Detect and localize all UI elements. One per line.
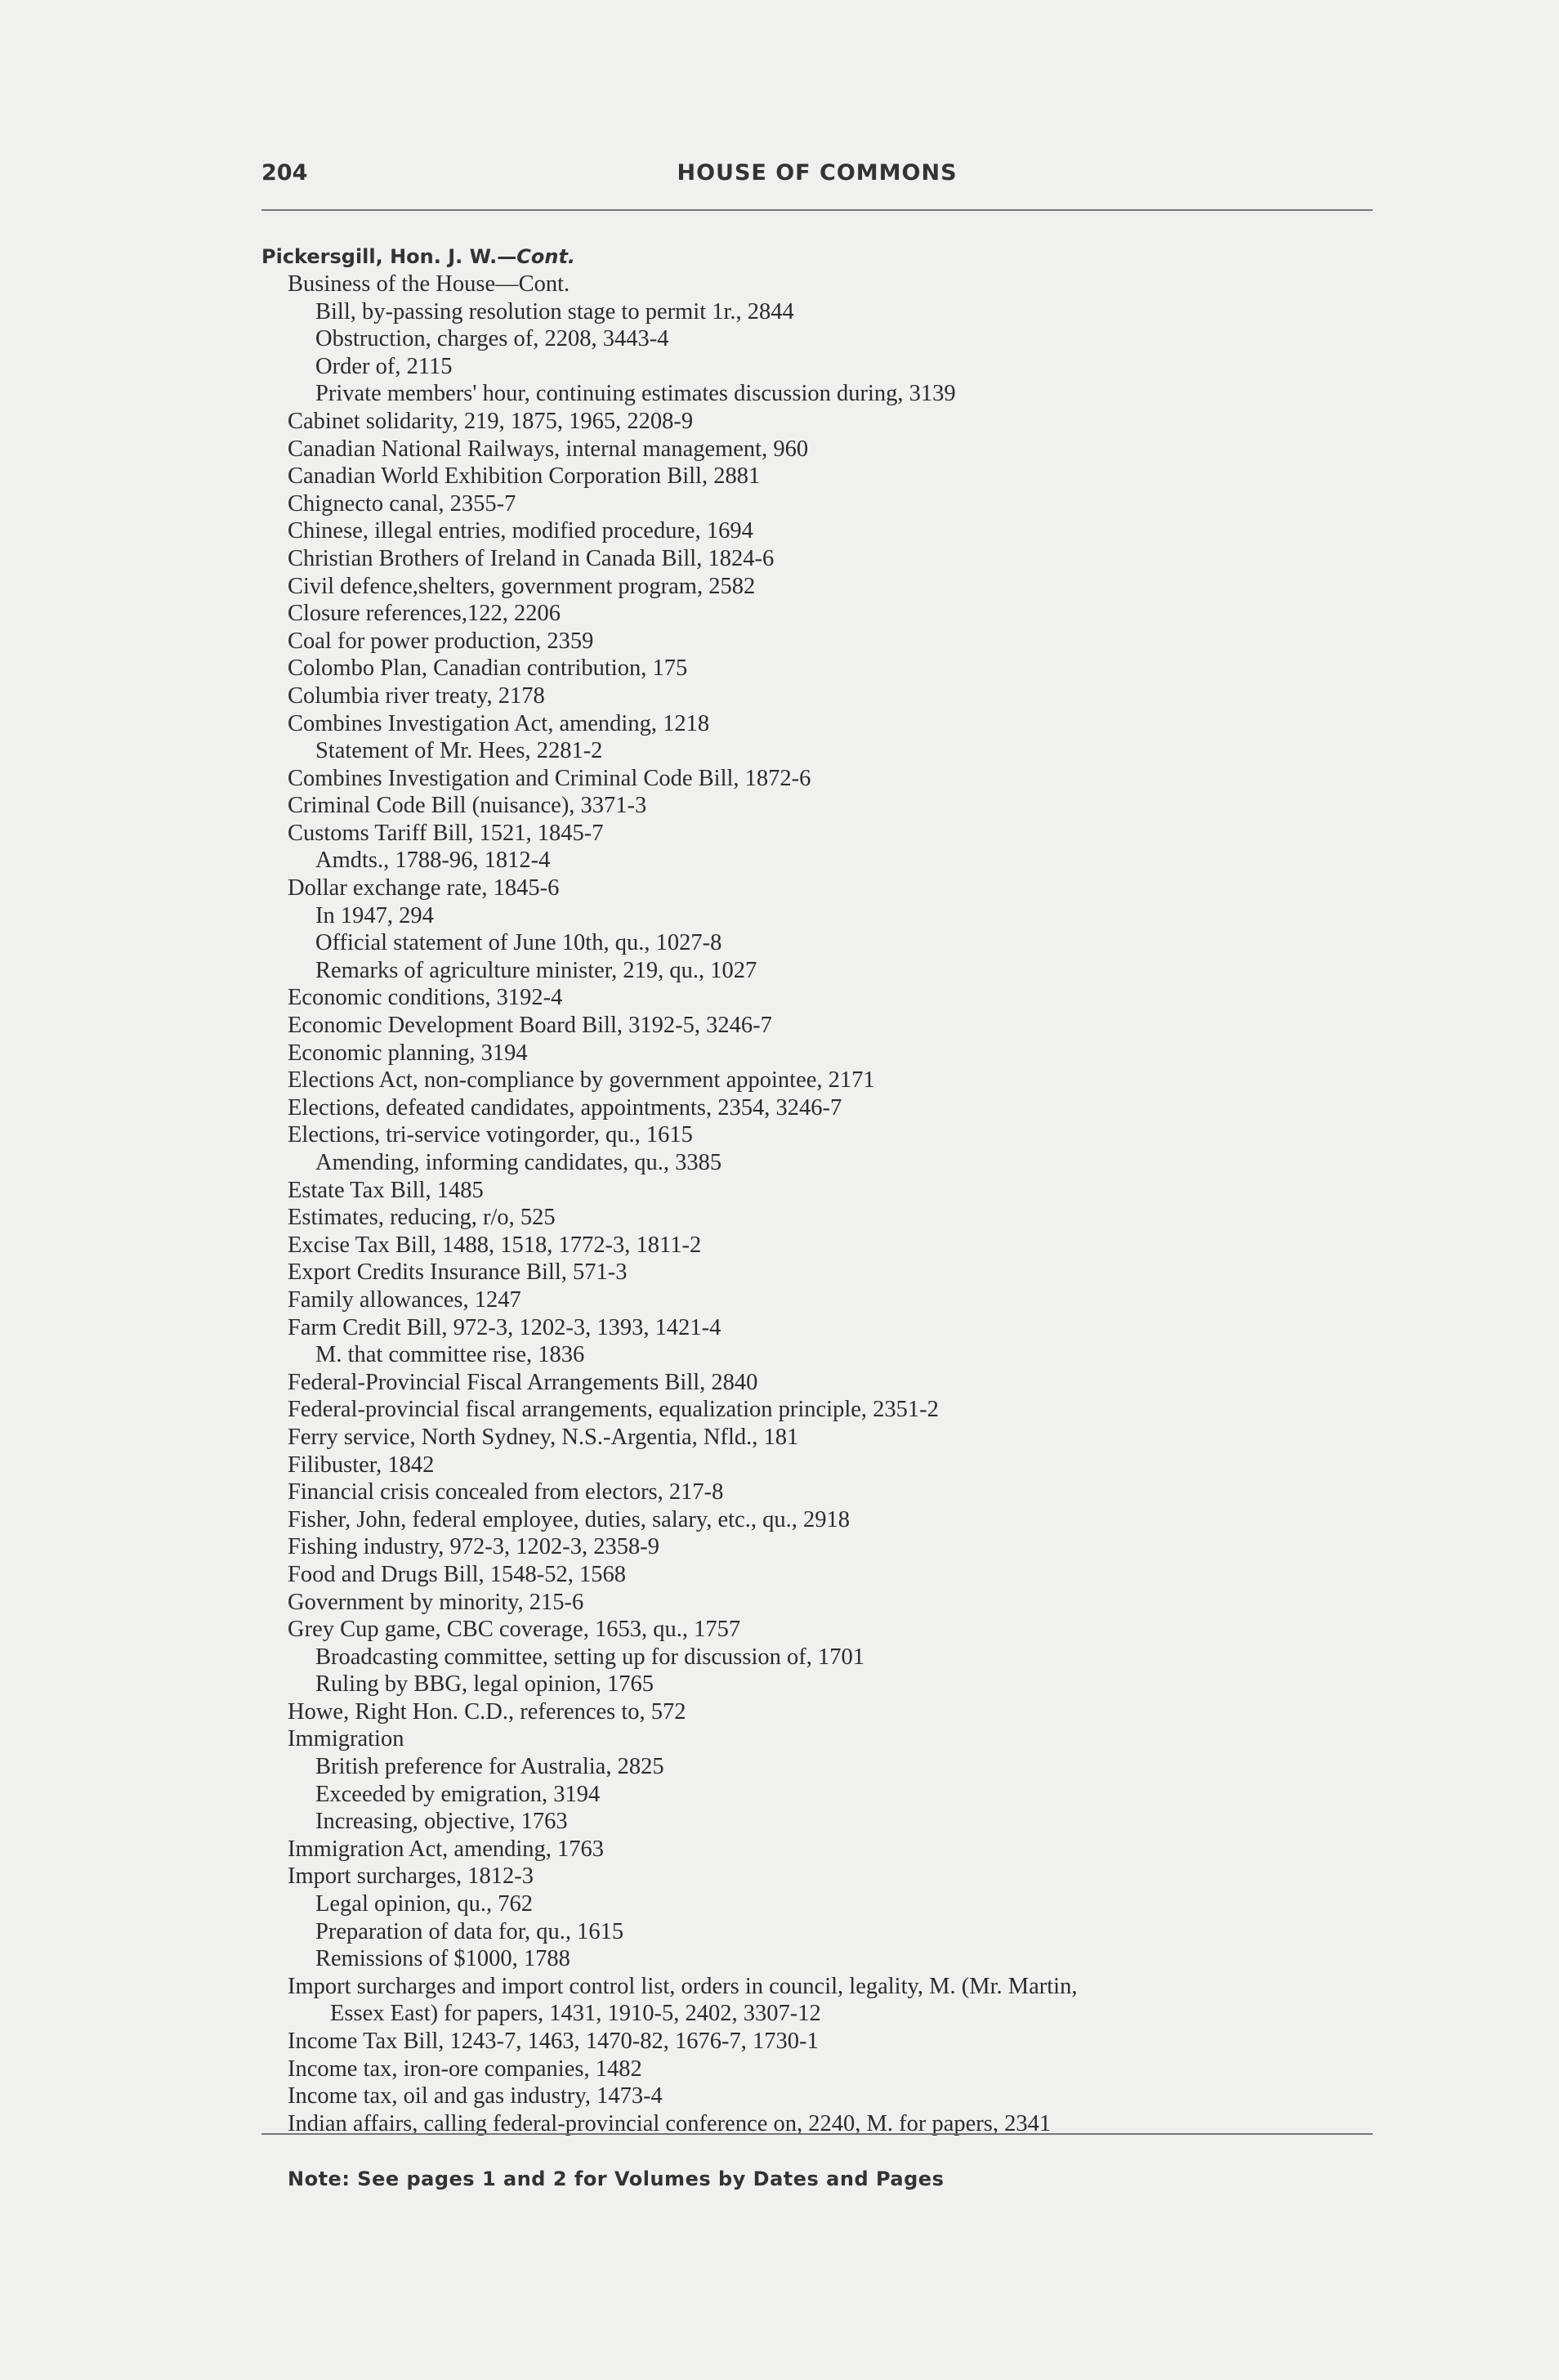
index-entry bbox=[261, 1369, 1381, 1397]
index-entry bbox=[261, 1067, 1381, 1094]
index-entry bbox=[261, 765, 1381, 793]
index-entry bbox=[261, 517, 1381, 545]
index-subentry bbox=[261, 1341, 1381, 1369]
index-entry bbox=[261, 1725, 1381, 1753]
entry-text: Christian Brothers of Ireland in Canada Bill, 1824-6 bbox=[288, 545, 775, 571]
entry-text: Obstruction, charges of, 2208, 3443-4 bbox=[315, 326, 669, 352]
entry-text: Combines Investigation Act, amending, 1218 bbox=[288, 710, 710, 736]
entry-text: Customs Tariff Bill, 1521, 1845-7 bbox=[288, 820, 604, 846]
page-number: 204 bbox=[261, 160, 308, 186]
entry-text: Canadian World Exhibition Corporation Bill, 2881 bbox=[288, 463, 761, 490]
index-entry bbox=[261, 1259, 1381, 1286]
index-entry bbox=[261, 628, 1381, 655]
index-entry bbox=[261, 545, 1381, 573]
index-entry bbox=[261, 710, 1381, 738]
index-entry bbox=[261, 2056, 1381, 2083]
index-entry bbox=[261, 682, 1381, 710]
index-subentry bbox=[261, 957, 1381, 985]
index-subentry bbox=[261, 298, 1381, 326]
entry-text: Indian affairs, calling federal-provincial conference on, 2240, M. for papers, 2341 bbox=[288, 2110, 1052, 2136]
entry-text: Increasing, objective, 1763 bbox=[315, 1809, 568, 1835]
footer-note: Note: See pages 1 and 2 for Volumes by Dates and Pages bbox=[288, 2168, 945, 2190]
index-entry bbox=[261, 436, 1381, 463]
entry-text: Immigration Act, amending, 1763 bbox=[288, 1836, 605, 1862]
entry-text: Elections, defeated candidates, appointments, 2354, 3246-7 bbox=[288, 1094, 842, 1121]
entry-text: Economic Development Board Bill, 3192-5, 3246-7 bbox=[288, 1013, 772, 1039]
entry-text: Federal-Provincial Fiscal Arrangements Bill, 2840 bbox=[288, 1369, 758, 1395]
index-entry bbox=[261, 1232, 1381, 1259]
entry-text: Legal opinion, qu., 762 bbox=[315, 1891, 533, 1917]
entry-text: Family allowances, 1247 bbox=[288, 1286, 521, 1313]
entry-text: Amdts., 1788-96, 1812-4 bbox=[315, 848, 551, 874]
entry-text: Chinese, illegal entries, modified procedure, 1694 bbox=[288, 518, 753, 544]
index-entry bbox=[261, 1177, 1381, 1205]
entry-text: Immigration bbox=[288, 1726, 404, 1752]
index-entry bbox=[261, 2028, 1381, 2056]
entry-text: Ruling by BBG, legal opinion, 1765 bbox=[315, 1671, 654, 1698]
index-entry bbox=[261, 1561, 1381, 1589]
index-subentry bbox=[261, 1753, 1381, 1781]
entry-text: Elections, tri-service votingorder, qu., 1615 bbox=[288, 1122, 693, 1148]
entry-text: Fishing industry, 972-3, 1202-3, 2358-9 bbox=[288, 1534, 659, 1560]
entry-text: Closure references,122, 2206 bbox=[288, 601, 561, 627]
entry-text: Bill, by-passing resolution stage to permit 1r., 2844 bbox=[315, 298, 794, 324]
entry-text: Ferry service, North Sydney, N.S.-Argentia, Nfld., 181 bbox=[288, 1424, 799, 1450]
index-entry bbox=[261, 1204, 1381, 1232]
entry-text: Dollar exchange rate, 1845-6 bbox=[288, 875, 560, 901]
index-subentry bbox=[261, 1945, 1381, 1973]
index-entry bbox=[261, 1396, 1381, 1424]
index-entry bbox=[261, 1616, 1381, 1644]
index-entry bbox=[261, 1424, 1381, 1452]
index-entry bbox=[261, 271, 1381, 298]
entry-text: British preference for Australia, 2825 bbox=[315, 1754, 664, 1780]
index-subentry bbox=[261, 325, 1381, 353]
heading-name: Pickersgill, Hon. J. W.— bbox=[261, 245, 517, 268]
index-subentry bbox=[261, 1671, 1381, 1698]
entry-text: Broadcasting committee, setting up for discussion of, 1701 bbox=[315, 1644, 865, 1670]
index-entry bbox=[261, 1094, 1381, 1122]
entry-text: Combines Investigation and Criminal Code Bill, 1872-6 bbox=[288, 765, 811, 791]
index-subentry bbox=[261, 1808, 1381, 1836]
index-entry bbox=[261, 463, 1381, 490]
index-entry bbox=[261, 1040, 1381, 1067]
index-entry bbox=[261, 875, 1381, 902]
index-entry bbox=[261, 1533, 1381, 1561]
index-entry bbox=[261, 1698, 1381, 1726]
entry-text: Official statement of June 10th, qu., 1027-8 bbox=[315, 930, 722, 956]
entry-text: Estimates, reducing, r/o, 525 bbox=[288, 1205, 556, 1231]
entry-text: Order of, 2115 bbox=[315, 353, 453, 379]
index-subentry bbox=[261, 737, 1381, 765]
index-heading bbox=[261, 243, 1381, 271]
index-entry bbox=[261, 1452, 1381, 1479]
header-rule bbox=[261, 209, 1373, 211]
index-entry bbox=[261, 820, 1381, 848]
entry-text: In 1947, 294 bbox=[315, 902, 434, 928]
entry-text: Chignecto canal, 2355-7 bbox=[288, 490, 516, 517]
entry-text: Exceeded by emigration, 3194 bbox=[315, 1781, 601, 1807]
entry-text: Filibuster, 1842 bbox=[288, 1452, 435, 1478]
index-entries bbox=[261, 243, 1381, 2137]
entry-text: Federal-provincial fiscal arrangements, equalization principle, 2351-2 bbox=[288, 1397, 939, 1423]
entry-text: Economic planning, 3194 bbox=[288, 1040, 528, 1066]
entry-text: Financial crisis concealed from electors, 217-8 bbox=[288, 1479, 724, 1505]
index-entry bbox=[261, 1121, 1381, 1149]
index-subentry bbox=[261, 380, 1381, 408]
entry-text: Criminal Code Bill (nuisance), 3371-3 bbox=[288, 793, 647, 819]
entry-text: Howe, Right Hon. C.D., references to, 572 bbox=[288, 1698, 686, 1725]
entry-text: Remissions of $1000, 1788 bbox=[315, 1946, 570, 1972]
entry-text: Amending, informing candidates, qu., 3385 bbox=[315, 1150, 722, 1175]
index-entry bbox=[261, 655, 1381, 682]
entry-text: Statement of Mr. Hees, 2281-2 bbox=[315, 738, 603, 764]
entry-text: Private members' hour, continuing estimates discussion during, 3139 bbox=[315, 381, 956, 407]
index-entry bbox=[261, 1012, 1381, 1040]
index-entry bbox=[261, 1286, 1381, 1314]
index-subentry bbox=[261, 1149, 1381, 1177]
entry-text: Business of the House—Cont. bbox=[288, 271, 570, 297]
page-header bbox=[261, 160, 1373, 193]
index-entry bbox=[261, 1973, 1381, 2028]
index-subentry bbox=[261, 1781, 1381, 1809]
entry-text: Coal for power production, 2359 bbox=[288, 628, 594, 654]
entry-text: Income tax, iron-ore companies, 1482 bbox=[288, 2056, 642, 2082]
footer-rule bbox=[261, 2133, 1373, 2135]
index-entry bbox=[261, 1863, 1381, 1890]
index-subentry bbox=[261, 353, 1381, 381]
entry-text: Remarks of agriculture minister, 219, qu., 1027 bbox=[315, 957, 757, 983]
index-subentry bbox=[261, 847, 1381, 875]
index-entry bbox=[261, 408, 1381, 436]
entry-text: Elections Act, non-compliance by government appointee, 2171 bbox=[288, 1067, 875, 1094]
index-entry bbox=[261, 1589, 1381, 1617]
index-subentry bbox=[261, 1644, 1381, 1671]
index-entry bbox=[261, 1314, 1381, 1342]
entry-text: M. that committee rise, 1836 bbox=[315, 1342, 585, 1368]
index-entry bbox=[261, 573, 1381, 601]
entry-text: Excise Tax Bill, 1488, 1518, 1772-3, 1811-2 bbox=[288, 1232, 702, 1258]
entry-text: Grey Cup game, CBC coverage, 1653, qu., 1757 bbox=[288, 1617, 741, 1643]
index-entry bbox=[261, 792, 1381, 820]
entry-text: Government by minority, 215-6 bbox=[288, 1589, 584, 1615]
index-entry bbox=[261, 2082, 1381, 2110]
index-subentry bbox=[261, 929, 1381, 957]
index-entry bbox=[261, 600, 1381, 628]
running-head: HOUSE OF COMMONS bbox=[677, 160, 958, 186]
index-entry bbox=[261, 490, 1381, 518]
entry-text: Fisher, John, federal employee, duties, salary, etc., qu., 2918 bbox=[288, 1506, 850, 1532]
index-entry bbox=[261, 1506, 1381, 1534]
entry-text: Food and Drugs Bill, 1548-52, 1568 bbox=[288, 1561, 627, 1587]
entry-text: Estate Tax Bill, 1485 bbox=[288, 1177, 484, 1203]
index-entry bbox=[261, 984, 1381, 1012]
index-subentry bbox=[261, 902, 1381, 930]
entry-text: Import surcharges, 1812-3 bbox=[288, 1863, 534, 1890]
index-entry bbox=[261, 1836, 1381, 1863]
entry-text: Income Tax Bill, 1243-7, 1463, 1470-82, 1676-7, 1730-1 bbox=[288, 2029, 819, 2054]
entry-continuation: Essex East) for papers, 1431, 1910-5, 2402, 3307-12 bbox=[330, 2001, 821, 2027]
index-subentry bbox=[261, 1918, 1381, 1946]
entry-text: Import surcharges and import control list, orders in council, legality, M. (Mr. Martin, bbox=[288, 1973, 1078, 1999]
entry-text: Civil defence,shelters, government program, 2582 bbox=[288, 573, 756, 599]
entry-text: Income tax, oil and gas industry, 1473-4 bbox=[288, 2083, 663, 2109]
index-entry bbox=[261, 1479, 1381, 1506]
entry-text: Preparation of data for, qu., 1615 bbox=[315, 1918, 624, 1944]
entry-text: Export Credits Insurance Bill, 571-3 bbox=[288, 1259, 628, 1286]
heading-cont: Cont. bbox=[516, 245, 576, 268]
entry-text: Colombo Plan, Canadian contribution, 175 bbox=[288, 655, 688, 682]
entry-text: Farm Credit Bill, 972-3, 1202-3, 1393, 1421-4 bbox=[288, 1314, 721, 1340]
index-subentry bbox=[261, 1890, 1381, 1918]
entry-text: Economic conditions, 3192-4 bbox=[288, 985, 563, 1011]
entry-text: Columbia river treaty, 2178 bbox=[288, 682, 545, 709]
entry-text: Cabinet solidarity, 219, 1875, 1965, 2208-9 bbox=[288, 408, 694, 434]
entry-text: Canadian National Railways, internal management, 960 bbox=[288, 436, 809, 462]
